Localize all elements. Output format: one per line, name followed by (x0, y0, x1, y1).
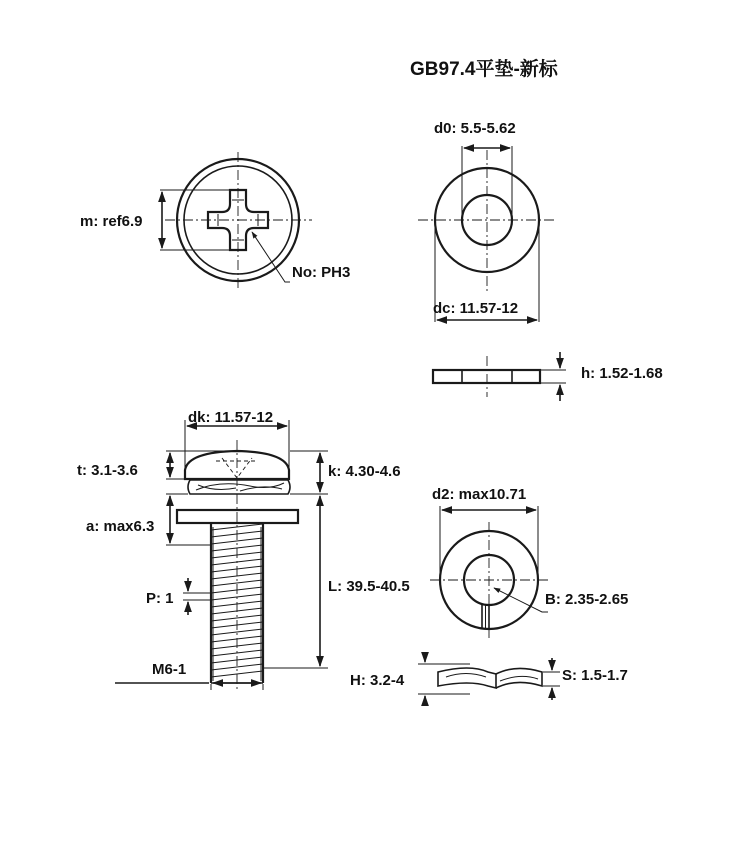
screw-head-top-view (80, 152, 350, 290)
dim-l-label: L: 39.5-40.5 (328, 578, 410, 595)
drive-no-label: No: PH3 (292, 264, 351, 281)
dim-m-label: m: ref6.9 (80, 213, 143, 230)
spring-washer-side-view (350, 652, 628, 706)
dim-m6-label: M6-1 (152, 661, 187, 678)
dim-t-label: t: 3.1-3.6 (77, 462, 138, 479)
dim-dc-label: dc: 11.57-12 (433, 300, 519, 317)
drawing-title: GB97.4平垫-新标 (410, 59, 558, 80)
dim-k-label: k: 4.30-4.6 (328, 463, 401, 480)
screw-assembly-side-view (77, 409, 410, 690)
dim-s-label: S: 1.5-1.7 (562, 667, 628, 684)
flat-washer-side-view (433, 352, 663, 401)
flat-washer-top-view (418, 120, 556, 322)
dim-d0-label: d0: 5.5-5.62 (434, 120, 516, 137)
dim-d2-label: d2: max10.71 (432, 486, 527, 503)
dim-b-label: B: 2.35-2.65 (545, 591, 629, 608)
dim-hh-label: H: 3.2-4 (350, 672, 405, 689)
spring-washer-top-view (430, 486, 628, 638)
dim-dk-label: dk: 11.57-12 (188, 409, 274, 426)
dim-p-label: P: 1 (146, 590, 174, 607)
dim-h-label: h: 1.52-1.68 (581, 365, 663, 382)
dim-a-label: a: max6.3 (86, 518, 155, 535)
